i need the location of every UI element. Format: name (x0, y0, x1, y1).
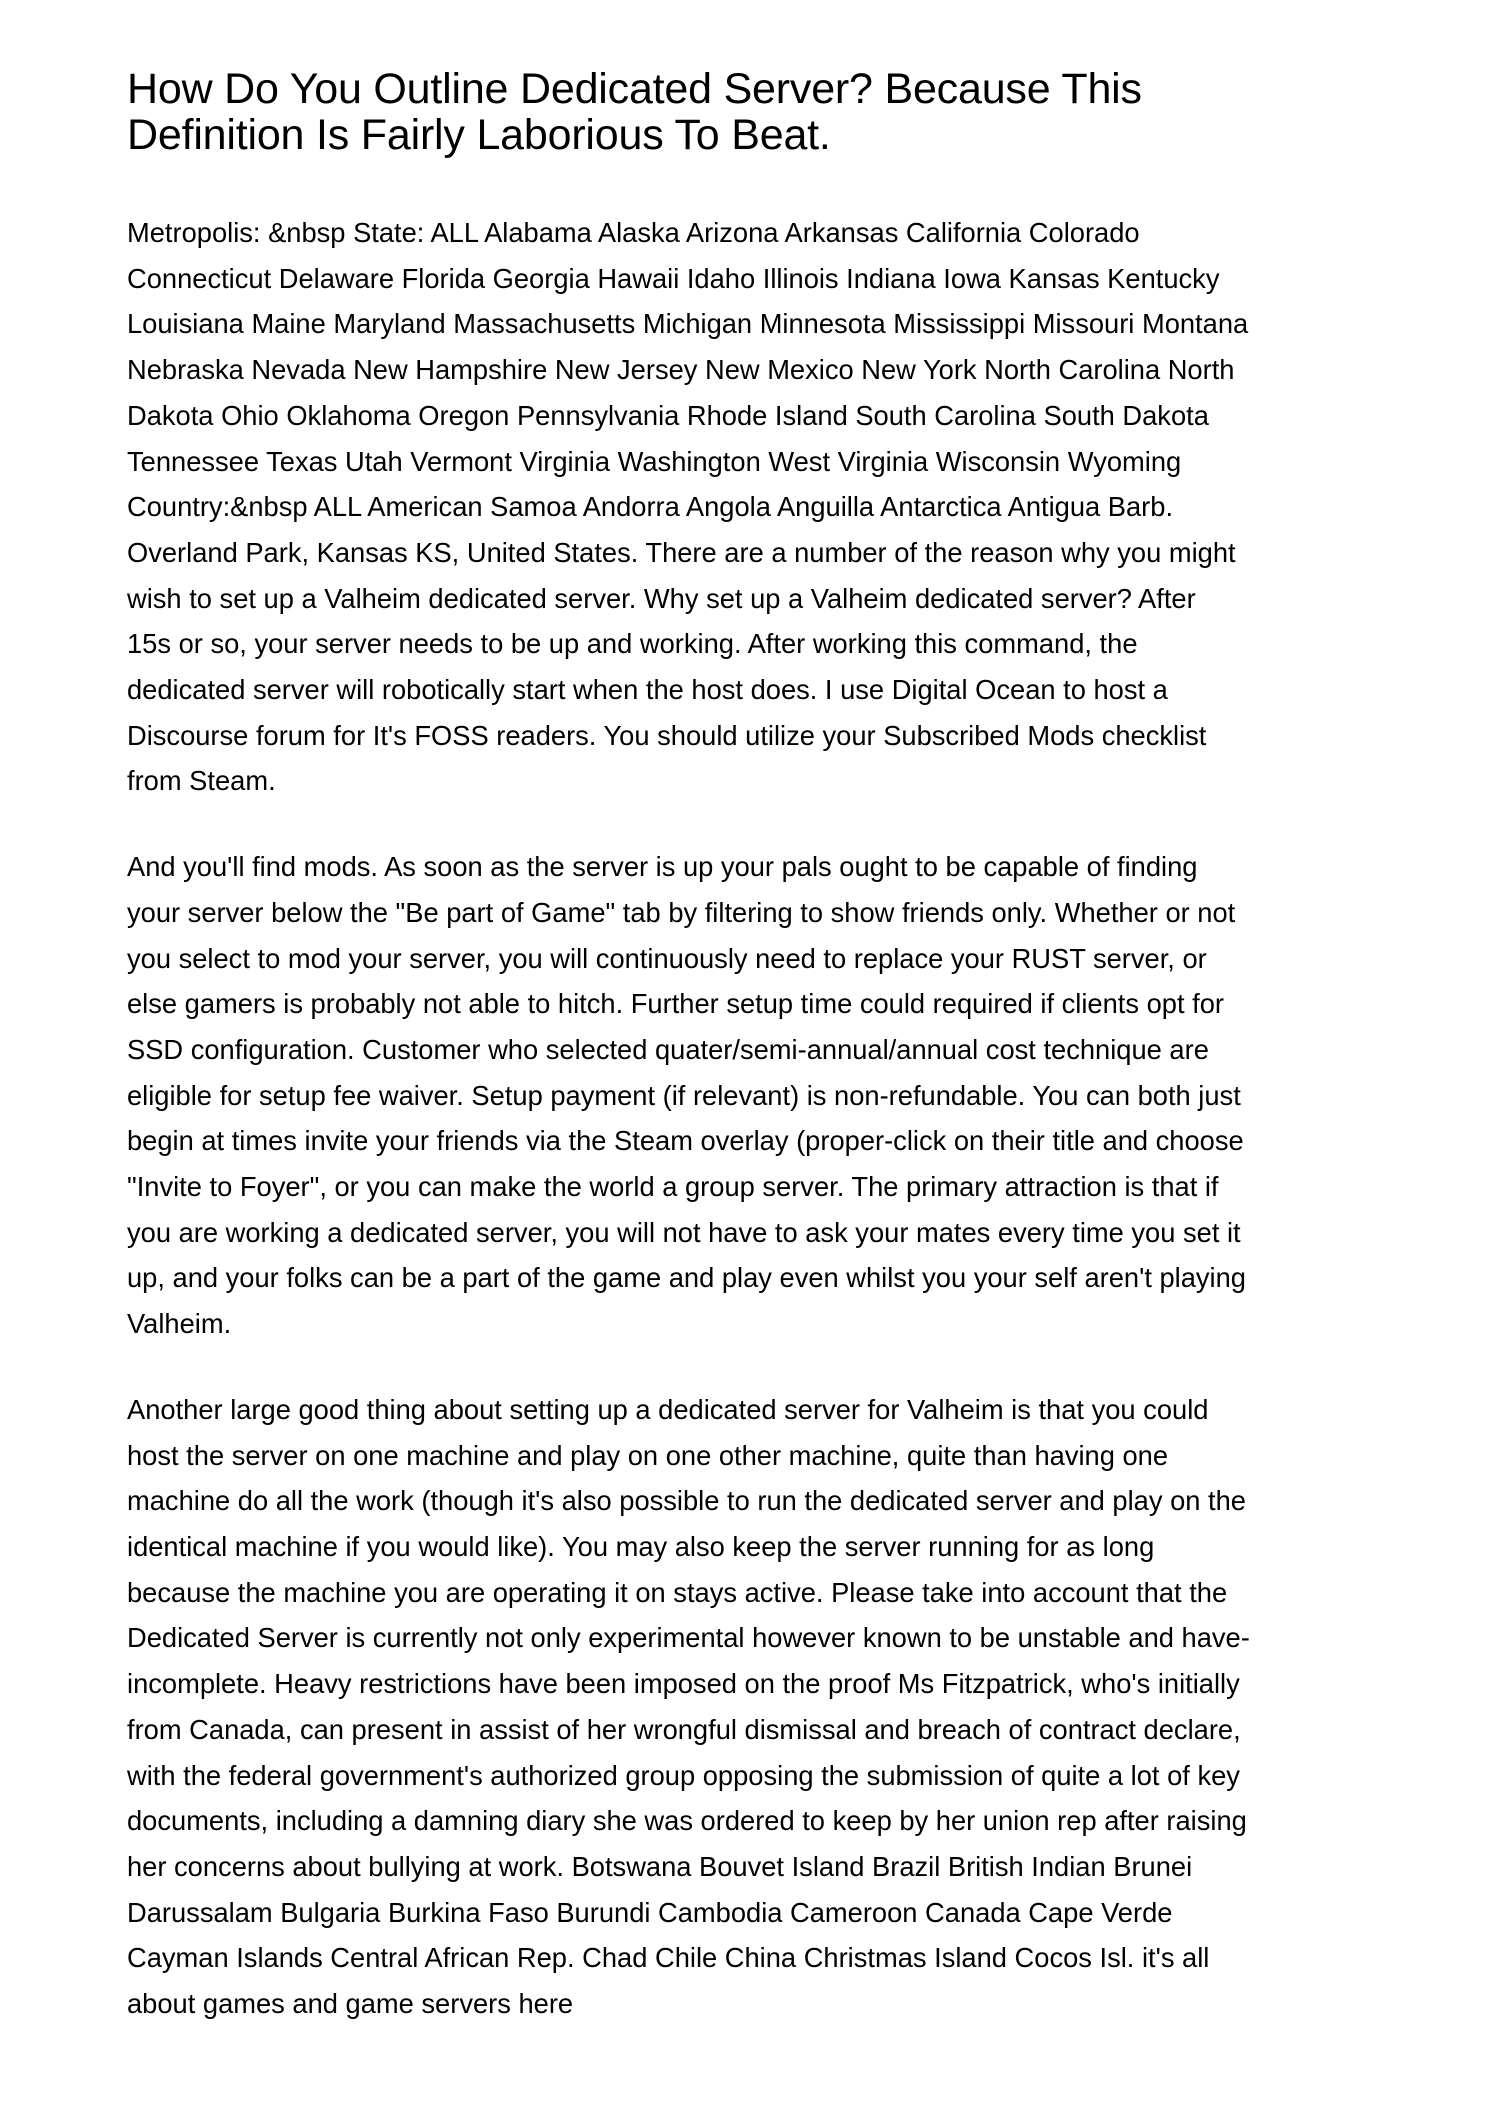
text-line: eligible for setup fee waiver. Setup payment (if relevant) is non-refundable. You can both just (127, 1079, 1241, 1111)
text-line: dedicated server will robotically start when the host does. I use Digital Ocean to host a (127, 674, 1168, 706)
text-line: Metropolis: &nbsp State: ALL Alabama Alaska Arizona Arkansas California Colorado (127, 217, 1140, 248)
text-line: Valheim. (127, 1308, 232, 1340)
text-line: because the machine you are operating it on stays active. Please take into account that the (127, 1576, 1228, 1608)
text-line: Dedicated Server is currently not only experimental however known to be unstable and have- (127, 1622, 1250, 1654)
text-line: you are working a dedicated server, you will not have to ask your mates every time you set it (127, 1216, 1241, 1248)
paragraph (127, 844, 1427, 1347)
text-line: else gamers is probably not able to hitch. Further setup time could required if clients opt for (127, 988, 1224, 1020)
text-line: Darussalam Bulgaria Burkina Faso Burundi Cambodia Cameroon Canada Cape Verde (127, 1896, 1173, 1928)
text-line: Country:&nbsp ALL American Samoa Andorra Angola Anguilla Antarctica Antigua Barb. (127, 491, 1174, 523)
text-line: Nebraska Nevada New Hampshire New Jersey New Mexico New York North Carolina North (127, 354, 1235, 386)
text-line: machine do all the work (though it's also possible to run the dedicated server and play on the (127, 1485, 1246, 1517)
text-line: Connecticut Delaware Florida Georgia Hawaii Idaho Illinois Indiana Iowa Kansas Kentucky (127, 262, 1220, 294)
title-line: Definition Is Fairly Laborious To Beat. (127, 111, 831, 159)
text-line: incomplete. Heavy restrictions have been imposed on the proof Ms Fitzpatrick, who's initially (127, 1668, 1240, 1700)
text-line: Another large good thing about setting up a dedicated server for Valheim is that you could (127, 1393, 1209, 1425)
text-line: up, and your folks can be a part of the game and play even whilst you your self aren't playing (127, 1262, 1246, 1294)
text-line: Discourse forum for It's FOSS readers. You should utilize your Subscribed Mods checklist (127, 719, 1207, 751)
text-line: her concerns about bullying at work. Botswana Bouvet Island Brazil British Indian Brunei (127, 1850, 1193, 1882)
paragraph (127, 1387, 1427, 2027)
text-line: Tennessee Texas Utah Vermont Virginia Washington West Virginia Wisconsin Wyoming (127, 445, 1182, 477)
title-line: How Do You Outline Dedicated Server? Because This (127, 65, 1142, 113)
text-line: Overland Park, Kansas KS, United States. There are a number of the reason why you might (127, 536, 1236, 568)
text-line: your server below the "Be part of Game" tab by filtering to show friends only. Whether or not (127, 896, 1236, 928)
text-line: host the server on one machine and play on one other machine, quite than having one (127, 1439, 1169, 1471)
text-line: SSD configuration. Customer who selected quater/semi-annual/annual cost technique are (127, 1033, 1209, 1065)
text-line: "Invite to Foyer", or you can make the world a group server. The primary attraction is that if (127, 1171, 1219, 1203)
text-line: identical machine if you would like). You may also keep the server running for as long (127, 1530, 1155, 1562)
page-title (127, 66, 1427, 158)
text-line: Dakota Ohio Oklahoma Oregon Pennsylvania Rhode Island South Carolina South Dakota (127, 399, 1209, 431)
text-line: Cayman Islands Central African Rep. Chad Chile China Christmas Island Cocos Isl. it's all (127, 1942, 1210, 1974)
text-line: And you'll find mods. As soon as the server is up your pals ought to be capable of finding (127, 851, 1198, 883)
document-page (127, 66, 1427, 2067)
text-line: 15s or so, your server needs to be up and working. After working this command, the (127, 628, 1138, 660)
text-line: with the federal government's authorized group opposing the submission of quite a lot of key (127, 1759, 1240, 1791)
text-line: from Steam. (127, 765, 276, 797)
text-line: from Canada, can present in assist of her wrongful dismissal and breach of contract declare, (127, 1713, 1241, 1745)
article-body (127, 210, 1427, 2027)
text-line: Louisiana Maine Maryland Massachusetts Michigan Minnesota Mississippi Missouri Montana (127, 308, 1249, 340)
text-line: begin at times invite your friends via the Steam overlay (proper-click on their title and choose (127, 1125, 1244, 1157)
text-line: documents, including a damning diary she was ordered to keep by her union rep after raising (127, 1805, 1247, 1837)
paragraph (127, 210, 1427, 804)
text-line: about games and game servers here (127, 1988, 574, 2020)
text-line: wish to set up a Valheim dedicated server. Why set up a Valheim dedicated server? After (127, 582, 1196, 614)
text-line: you select to mod your server, you will continuously need to replace your RUST server, or (127, 942, 1207, 974)
